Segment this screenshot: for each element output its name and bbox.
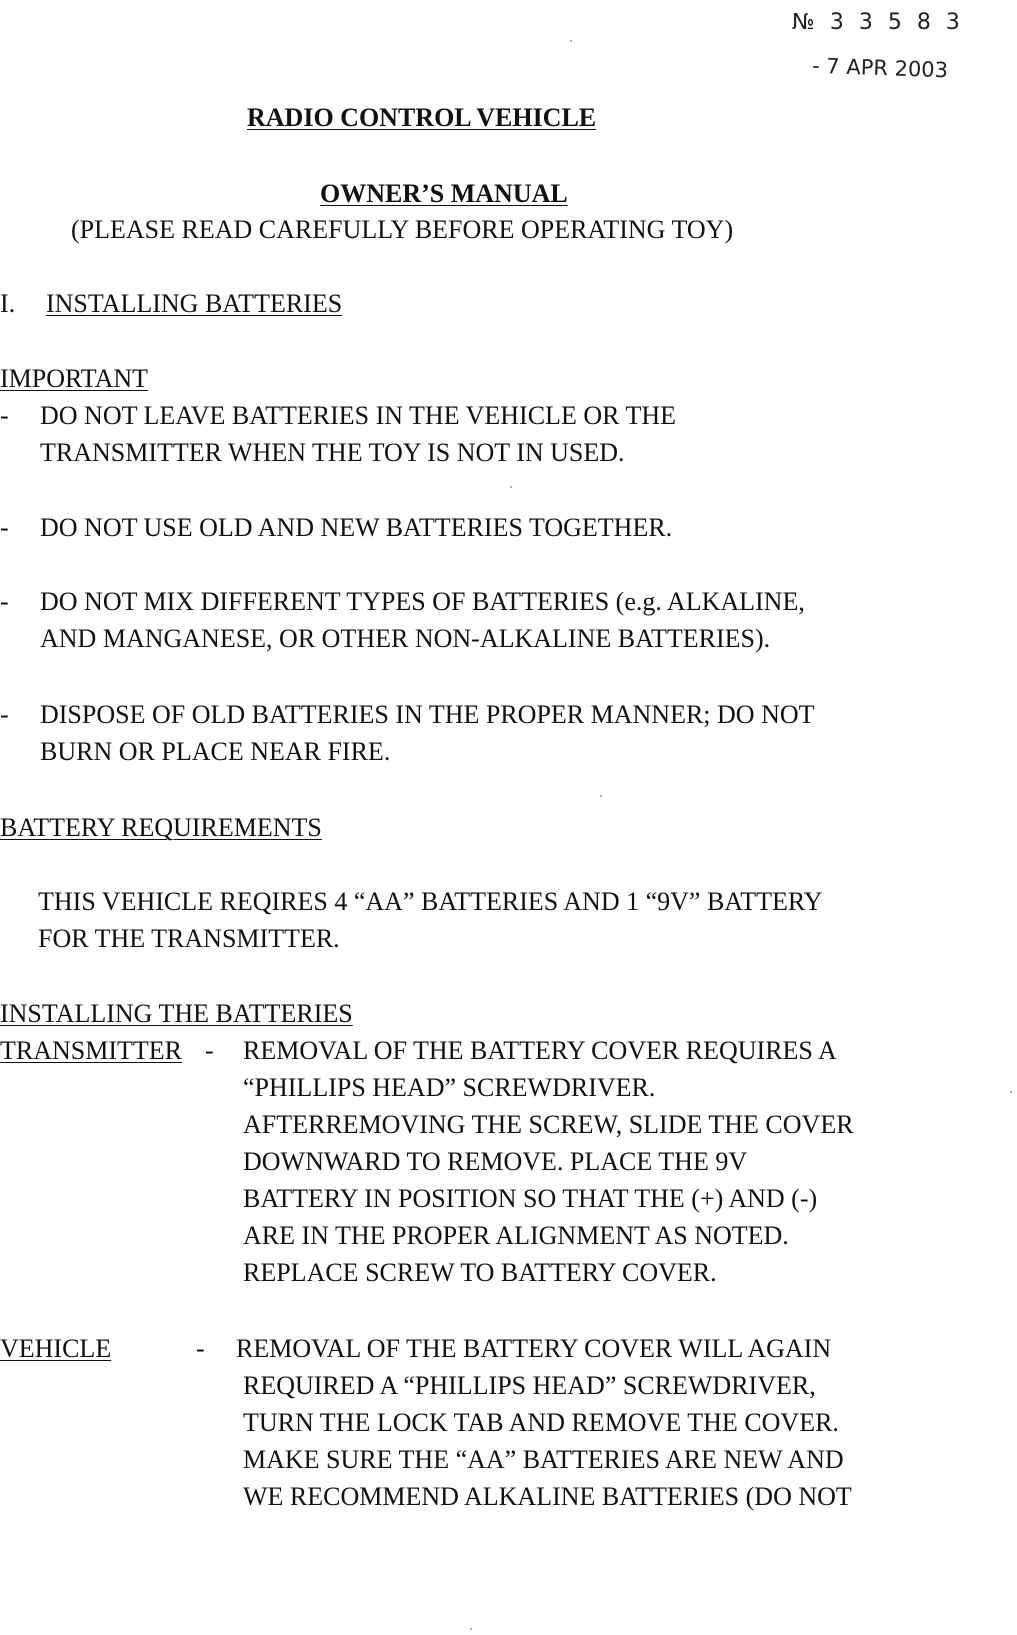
date-stamp: - 7 APR 2003 — [811, 53, 949, 83]
vehicle-line: REQUIRED A “PHILLIPS HEAD” SCREWDRIVER, — [243, 1371, 816, 1400]
bullet-dash: - — [0, 401, 9, 430]
section-number: I. — [0, 289, 16, 318]
important-item-line: DO NOT MIX DIFFERENT TYPES OF BATTERIES (e.g. ALKALINE, — [40, 587, 805, 616]
installing-heading: INSTALLING THE BATTERIES — [0, 999, 353, 1028]
important-item-line: DO NOT LEAVE BATTERIES IN THE VEHICLE OR THE — [40, 401, 677, 430]
requirements-line: THIS VEHICLE REQIRES 4 “AA” BATTERIES AND 1 “9V” BATTERY — [38, 887, 823, 916]
document-title: RADIO CONTROL VEHICLE — [247, 103, 597, 132]
document-number-stamp: № 3 3 5 8 3 — [792, 10, 964, 35]
important-item-line: DO NOT USE OLD AND NEW BATTERIES TOGETHER. — [40, 513, 673, 542]
vehicle-line: MAKE SURE THE “AA” BATTERIES ARE NEW AND — [243, 1445, 844, 1474]
transmitter-line: BATTERY IN POSITION SO THAT THE (+) AND (-) — [243, 1184, 818, 1213]
bullet-dash: - — [0, 700, 9, 729]
scan-speck — [510, 486, 512, 488]
transmitter-line: REPLACE SCREW TO BATTERY COVER. — [243, 1258, 717, 1287]
transmitter-line: ARE IN THE PROPER ALIGNMENT AS NOTED. — [243, 1221, 789, 1250]
vehicle-line: TURN THE LOCK TAB AND REMOVE THE COVER. — [243, 1408, 839, 1437]
vehicle-label: VEHICLE — [0, 1334, 112, 1363]
vehicle-dash: - — [196, 1334, 205, 1363]
requirements-heading: BATTERY REQUIREMENTS — [0, 813, 322, 842]
document-subtitle: OWNER’S MANUAL — [320, 179, 568, 208]
section-title: INSTALLING BATTERIES — [46, 289, 343, 318]
vehicle-line: REMOVAL OF THE BATTERY COVER WILL AGAIN — [236, 1334, 832, 1363]
bullet-dash: - — [0, 587, 9, 616]
scan-speck — [1010, 1091, 1012, 1093]
scan-speck — [470, 1628, 472, 1630]
vehicle-line: WE RECOMMEND ALKALINE BATTERIES (DO NOT — [243, 1482, 852, 1511]
scan-speck — [570, 40, 572, 42]
scan-speck — [600, 795, 602, 797]
requirements-line: FOR THE TRANSMITTER. — [38, 924, 340, 953]
transmitter-line: “PHILLIPS HEAD” SCREWDRIVER. — [243, 1073, 656, 1102]
important-heading: IMPORTANT — [0, 364, 149, 393]
bullet-dash: - — [0, 513, 9, 542]
transmitter-line: DOWNWARD TO REMOVE. PLACE THE 9V — [243, 1147, 748, 1176]
reading-notice: (PLEASE READ CAREFULLY BEFORE OPERATING TOY) — [71, 215, 734, 244]
important-item-line: BURN OR PLACE NEAR FIRE. — [40, 737, 391, 766]
transmitter-label: TRANSMITTER — [0, 1036, 182, 1065]
transmitter-line: REMOVAL OF THE BATTERY COVER REQUIRES A — [243, 1036, 837, 1065]
transmitter-line: AFTERREMOVING THE SCREW, SLIDE THE COVER — [243, 1110, 854, 1139]
important-item-line: TRANSMITTER WHEN THE TOY IS NOT IN USED. — [40, 438, 625, 467]
important-item-line: AND MANGANESE, OR OTHER NON-ALKALINE BATTERIES). — [40, 624, 771, 653]
important-item-line: DISPOSE OF OLD BATTERIES IN THE PROPER MANNER; DO NOT — [40, 700, 815, 729]
transmitter-dash: - — [205, 1036, 214, 1065]
